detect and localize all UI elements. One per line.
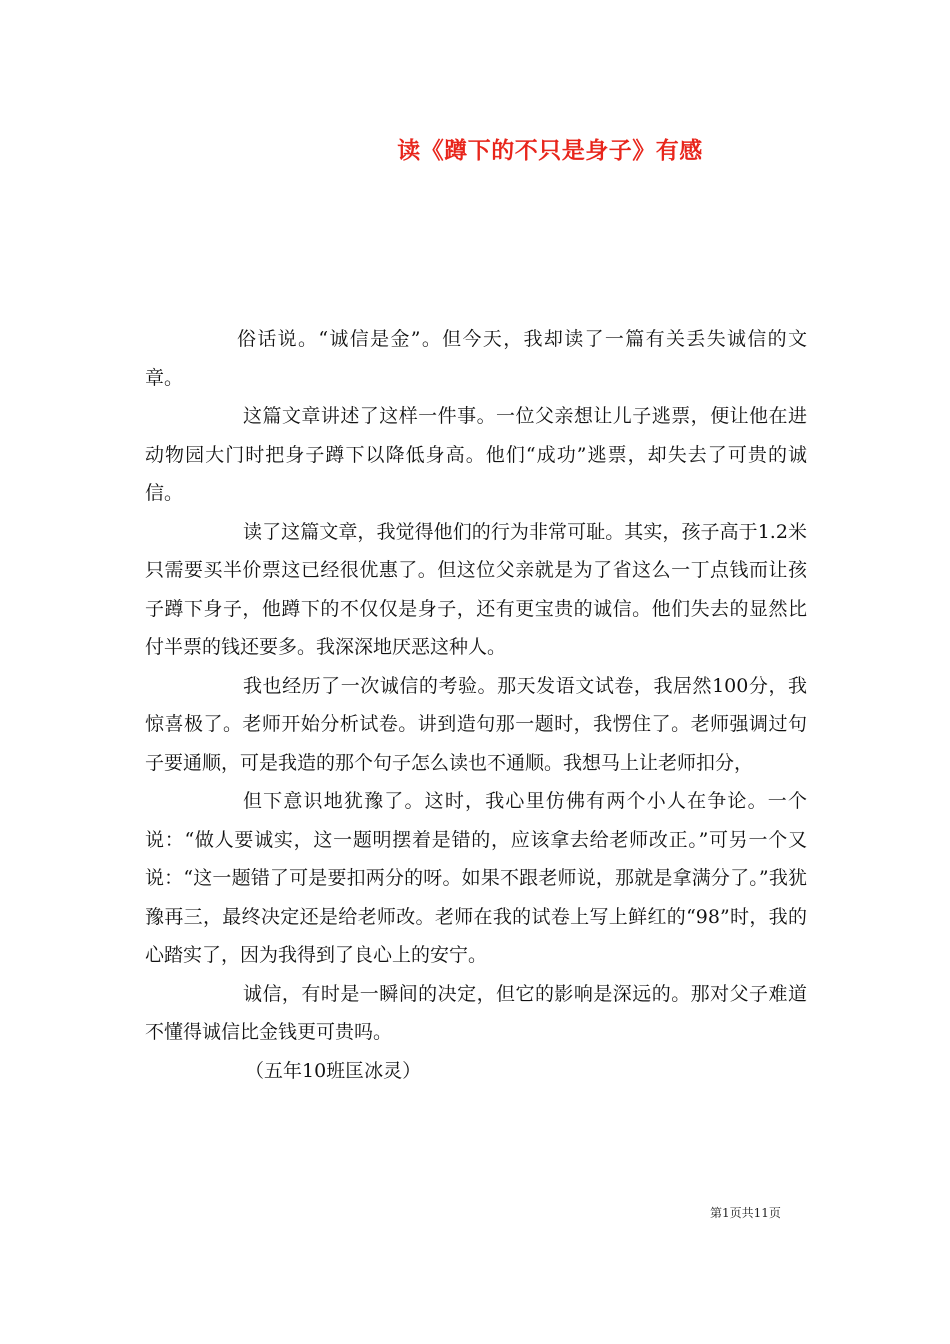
page-number: 第1页共11页 (710, 1206, 781, 1220)
paragraph-6: 诚信，有时是一瞬间的决定，但它的影响是深远的。那对父子难道不懂得诚信比金钱更可贵吗。 (145, 982, 807, 1043)
document-body (145, 320, 807, 1090)
paragraph-4: 我也经历了一次诚信的考验。那天发语文试卷，我居然100分，我惊喜极了。老师开始分析试卷。讲到造句那一题时，我愣住了。老师强调过句子要通顺，可是我造的那个句子怎么读也不通顺。我想马上让老师扣分， (145, 674, 807, 774)
paragraph-3: 读了这篇文章，我觉得他们的行为非常可耻。其实，孩子高于1.2米只需要买半价票这已经很优惠了。但这位父亲就是为了省这么一丁点钱而让孩子蹲下身子，他蹲下的不仅仅是身子，还有更宝贵的诚信。他们失去的显然比付半票的钱还要多。我深深地厌恶这种人。 (145, 520, 807, 658)
document-title: 读《蹲下的不只是身子》有感 (397, 137, 703, 164)
paragraph-2: 这篇文章讲述了这样一件事。一位父亲想让儿子逃票，便让他在进动物园大门时把身子蹲下以降低身高。他们“成功”逃票，却失去了可贵的诚信。 (145, 405, 807, 504)
paragraph-5: 但下意识地犹豫了。这时，我心里仿佛有两个小人在争论。一个说：“做人要诚实，这一题明摆着是错的，应该拿去给老师改正。”可另一个又说：“这一题错了可是要扣两分的呀。如果不跟老师说，那就是拿满分了。”我犹豫再三，最终决定还是给老师改。老师在我的试卷上写上鲜红的“98”时，我的心踏实了，因为我得到了良心上的安宁。 (145, 790, 807, 966)
author-signature: （五年10班匡冰灵） (245, 1059, 422, 1082)
paragraph-1: 俗话说。“诚信是金”。但今天，我却读了一篇有关丢失诚信的文章。 (145, 328, 807, 389)
